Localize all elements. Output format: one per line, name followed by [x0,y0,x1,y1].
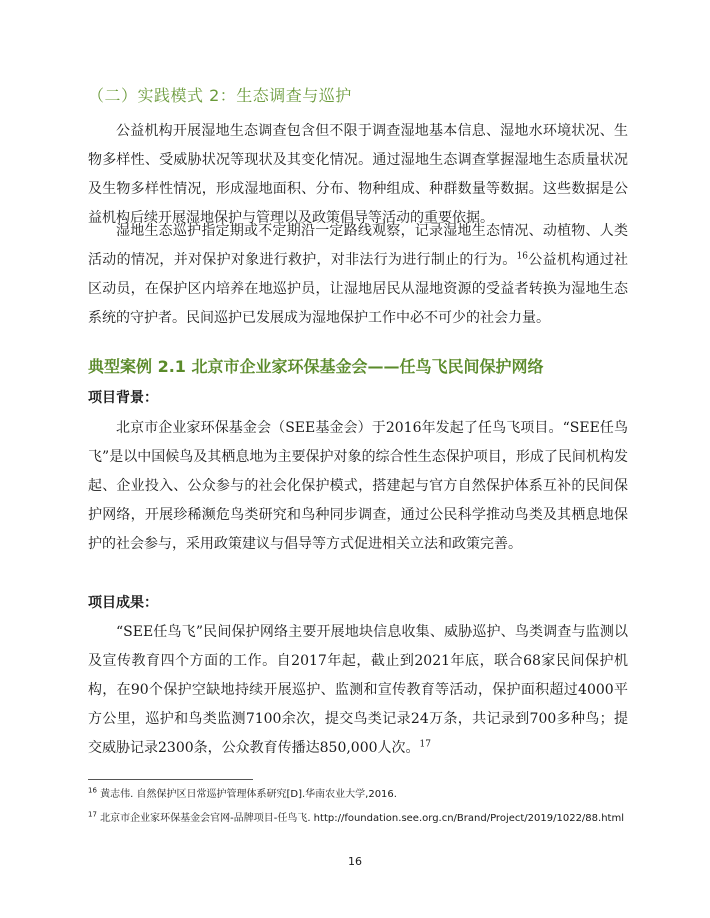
paragraph-survey [88,117,628,233]
results-paragraph [88,618,628,763]
footnote-divider [88,779,253,780]
footnote-number: 17 [88,810,97,819]
page-number: 16 [348,855,362,868]
background-text: 北京市企业家环保基金会（SEE基金会）于2016年发起了任鸟飞项目。“SEE任鸟飞”是以中国候鸟及其栖息地为主要保护对象的综合性生态保护项目，形成了民间机构发起、企业投入、公众参与的社会化保护模式，搭建起与官方自然保护体系互补的民间保护网络，开展珍稀濒危鸟类研究和鸟种同步调查，通过公民科学推动鸟类及其栖息地保护的社会参与，采用政策建议与倡导等方式促进相关立法和政策完善。 [88,420,628,552]
results-text: “SEE任鸟飞”民间保护网络主要开展地块信息收集、威胁巡护、鸟类调查与监测以及宣传教育四个方面的工作。自2017年起，截止到2021年底，联合68家民间保护机构，在90个保护空缺地持续开展巡护、监测和宣传教育等活动，保护面积超过4000平方公里，巡护和鸟类监测7100余次，提交鸟类记录24万条，共记录到700多种鸟；提交威胁记录2300条，公众教育传播达850,000人次。 [88,624,628,756]
footnote-16 [88,788,397,802]
case-study-title: 典型案例 2.1 北京市企业家环保基金会——任鸟飞民间保护网络 [88,357,544,376]
section-heading: （二）实践模式 2：生态调查与巡护 [88,86,352,105]
results-heading: 项目成果： [88,595,158,611]
paragraph-survey-text: 公益机构开展湿地生态调查包含但不限于调查湿地基本信息、湿地水环境状况、生物多样性、受威胁状况等现状及其变化情况。通过湿地生态调查掌握湿地生态质量状况及生物多样性情况，形成湿地面积、分布、物种组成、种群数量等数据。这些数据是公益机构后续开展湿地保护与管理以及政策倡导等活动的重要依据。 [88,123,628,226]
footnote-17 [88,812,624,826]
footnote-text: 黄志伟. 自然保护区日常巡护管理体系研究[D].华南农业大学,2016. [100,789,397,800]
paragraph-patrol-rest: 公益机构通过社区动员，在保护区内培养在地巡护员，让湿地居民从湿地资源的受益者转换为湿地生态系统的守护者。民间巡护已发展成为湿地保护工作中必不可少的社会力量。 [88,252,629,326]
footnote-text[interactable]: 北京市企业家环保基金会官网-品牌项目-任鸟飞. http://foundation.see.org.cn/Brand/Project/2019/1022/88.html [100,813,624,824]
paragraph-patrol-text: 湿地生态巡护指定期或不定期沿一定路线观察，记录湿地生态情况、动植物、人类活动的情况，并对保护对象进行救护，对非法行为进行制止的行为。 [88,223,628,268]
footnote-number: 16 [88,786,97,795]
paragraph-patrol [88,217,628,333]
background-paragraph [88,414,628,559]
footnote-ref-16[interactable]: 16 [516,251,529,262]
background-heading: 项目背景： [88,390,158,406]
footnote-ref-17[interactable]: 17 [419,739,431,750]
